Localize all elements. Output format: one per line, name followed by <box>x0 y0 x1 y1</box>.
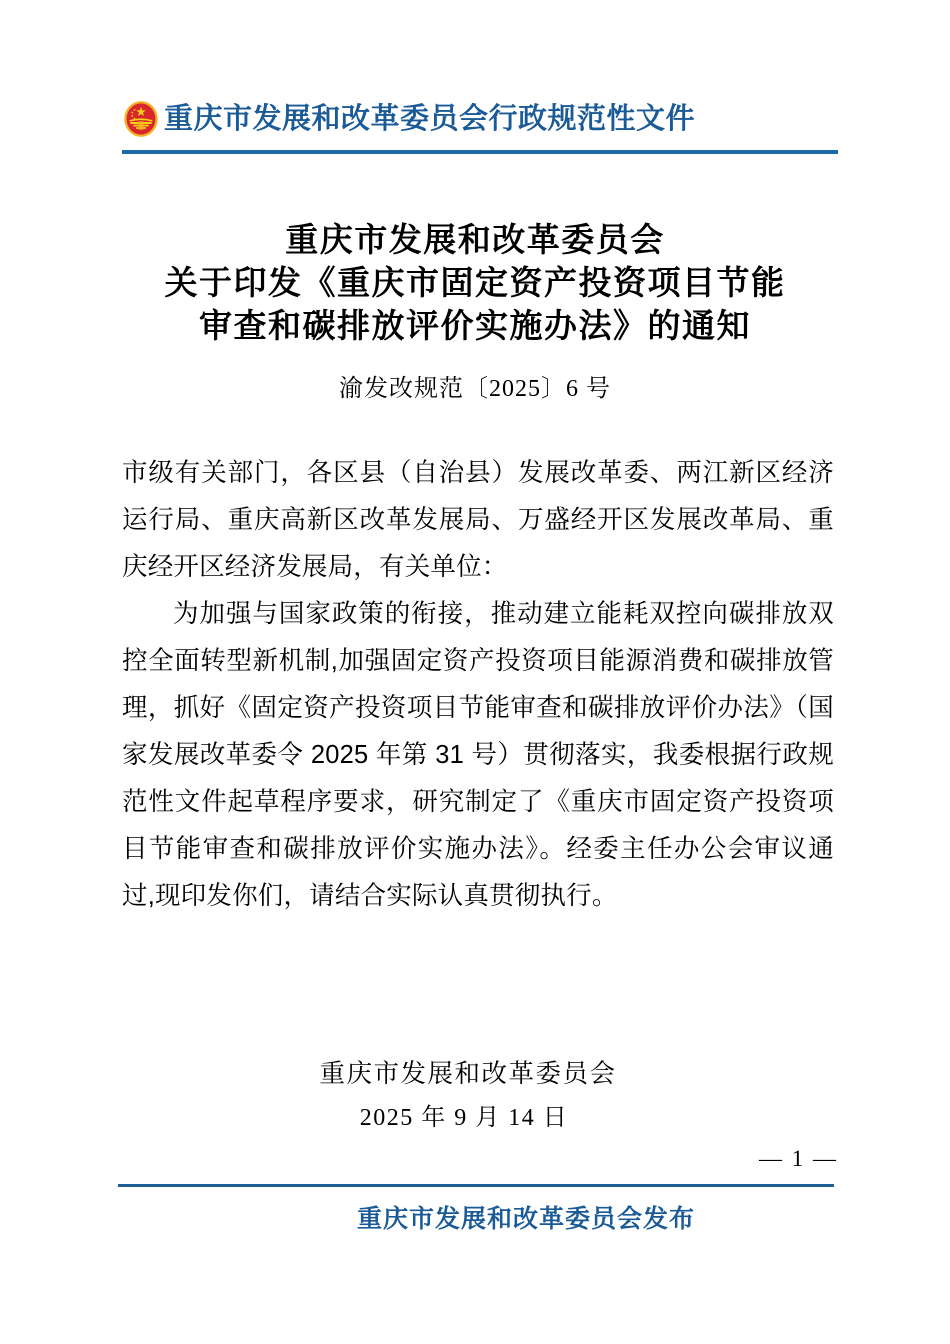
signing-date: 2025 年 9 月 14 日 <box>359 1105 569 1131</box>
header-divider-rule <box>122 150 838 154</box>
footer-divider-rule <box>118 1184 834 1187</box>
document-body <box>122 450 834 920</box>
title-line-3: 审查和碳排放评价实施办法》的通知 <box>199 307 751 344</box>
document-header <box>122 100 838 138</box>
footer-publisher: 重庆市发展和改革委员会发布 <box>356 1206 695 1233</box>
addressee-paragraph: 市级有关部门，各区县（自治县）发展改革委、两江新区经济运行局、重庆高新区改革发展局、万盛经开区发展改革局、重庆经开区经济发展局，有关单位： <box>122 459 834 581</box>
document-title <box>122 218 828 347</box>
signature-block <box>122 1052 834 1140</box>
signing-organization: 重庆市发展和改革委员会 <box>319 1060 617 1088</box>
main-paragraph: 为加强与国家政策的衔接，推动建立能耗双控向碳排放双控全面转型新机制,加强固定资产投资项目能源消费和碳排放管理，抓好《固定资产投资项目节能审查和碳排放评价办法》（国家发展改革委令 2025 年第 31 号）贯彻落实，我委根据行政规范性文件起草程序要求，研究制定了《重庆市固定资产投资项目节能审查和碳排放评价实施办法》。经委主任办公会审议通过,现印发你们，请结合实际认真贯彻执行。 <box>122 600 834 910</box>
header-title: 重庆市发展和改革委员会行政规范性文件 <box>164 102 696 135</box>
national-emblem-icon <box>122 100 160 138</box>
page-number: — 1 — <box>759 1146 838 1171</box>
title-line-2: 关于印发《重庆市固定资产投资项目节能 <box>164 264 786 301</box>
document-number: 渝发改规范〔2025〕6 号 <box>339 376 611 402</box>
title-line-1: 重庆市发展和改革委员会 <box>285 221 665 258</box>
